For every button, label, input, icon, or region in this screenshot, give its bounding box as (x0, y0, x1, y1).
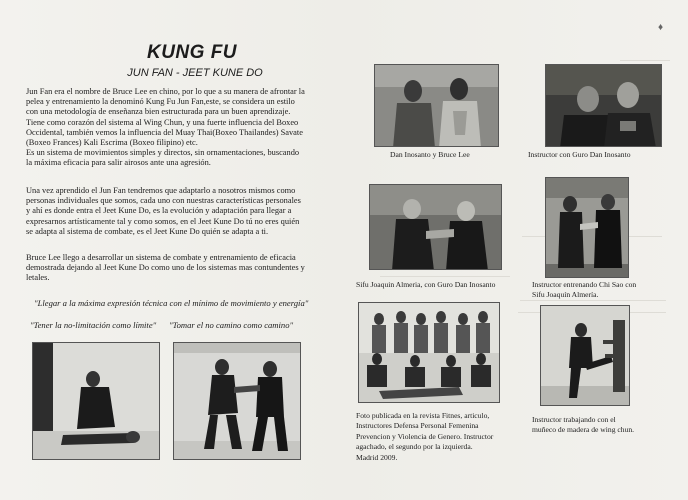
photo-sparring-image (174, 343, 301, 460)
photo-wooden-dummy-image (541, 306, 630, 406)
intro-line: Tiene como corazón del sistema al Wing Chun, y una fuerte influencia del Boxeo (26, 117, 299, 127)
adaptation-line: y ahí es donde entra el Jeet Kune Do, es la evolución y adaptación para llegar a (26, 206, 292, 216)
photo-ground-technique (32, 342, 160, 460)
caption-wooden-dummy (532, 415, 634, 436)
adaptation-line: expresarnos artísticamente tal y como somos, en el Jeet Kune Do tú no eres quién (26, 216, 300, 226)
bruce-line: demostrada dejando al Jeet Kune Do como uno de los sistemas mas contundentes y (26, 263, 305, 273)
photo-ground-technique-image (33, 343, 160, 460)
photo-fitnes-group (358, 302, 500, 403)
photo-inosanto-bruce-lee-image (375, 65, 499, 147)
caption-line: Madrid 2009. (356, 452, 398, 462)
intro-line: la máxima eficacia para salir airosos ante una agresión. (26, 158, 211, 168)
photo-fitnes-group-image (359, 303, 500, 403)
photo-sparring (173, 342, 301, 460)
bleed-line (620, 60, 670, 61)
caption-sifu-guro (356, 280, 495, 290)
photo-chi-sao-image (546, 178, 629, 278)
intro-line: Es un sistema de movimientos simples y directos, sin ornamentaciones, buscando (26, 148, 300, 158)
photo-sifu-guro-image (370, 185, 502, 270)
caption-line: agachado, el segundo por la izquierda. (356, 442, 473, 452)
caption-line: Instructor trabajando con el (532, 415, 616, 424)
caption-line: Dan Inosanto y Bruce Lee (390, 150, 470, 159)
photo-chi-sao (545, 177, 629, 278)
adaptation-line: Una vez aprendido el Jun Fan tendremos que adaptarlo a nosotros mismos como (26, 186, 296, 195)
caption-line: Instructor entrenando Chi Sao con (532, 280, 637, 289)
quote-no-limitacion: "Tener la no-limitación como límite" (30, 320, 157, 330)
caption-line: muñeco de madera de wing chun. (532, 425, 635, 435)
caption-line: Foto publicada en la revista Fitnes, articulo, (356, 411, 490, 420)
caption-line: Instructor con Guro Dan Inosanto (528, 150, 631, 159)
page-subtitle: JUN FAN - JEET KUNE DO (127, 67, 263, 79)
caption-instructor-guro (528, 150, 631, 160)
intro-line: (Boxeo Frances) Kali Escrima (Boxeo filipino) etc. (26, 138, 198, 148)
caption-line: Sifu Joaquin Almeria, con Guro Dan Inosanto (356, 280, 496, 289)
adaptation-line: personas individuales que somos, cada uno con nuestras características personales (26, 196, 301, 206)
caption-chi-sao (532, 280, 636, 301)
intro-paragraph (26, 87, 346, 169)
photo-instructor-guro-image (546, 65, 662, 147)
bruce-line: Bruce Lee llego a desarrollar un sistema de combate y entrenamiento de eficacia (26, 253, 296, 262)
quote-maxima: "Llegar a la máxima expresión técnica con el mínimo de movimiento y energía" (34, 298, 309, 308)
adaptation-line: se adapta al sistema de combate, es el Jeet Kune Do quién se adapta a ti. (26, 226, 269, 236)
bruce-line: letales. (26, 273, 50, 283)
quote-no-camino: "Tomar el no camino como camino" (169, 320, 294, 330)
corner-mark-icon: ♦ (658, 22, 664, 33)
photo-sifu-guro (369, 184, 502, 270)
bleed-line (380, 276, 510, 277)
intro-line: con una metodología de enseñanza bien estructurada para un buen aprendizaje. (26, 107, 291, 117)
caption-line: Instructores Defensa Personal Femenina (356, 421, 479, 431)
intro-line: Jun Fan era el nombre de Bruce Lee en chino, por lo que a su manera de afrontar la (26, 87, 305, 96)
photo-instructor-guro (545, 64, 662, 147)
caption-fitnes-group (356, 411, 493, 463)
page-title: KUNG FU (146, 42, 238, 63)
intro-line: pelea y entrenamiento la denominó Kung Fu Jun Fan,este, se considera un estilo (26, 97, 295, 107)
caption-line: Prevencion y Violencia de Genero. Instructor (356, 431, 494, 441)
photo-wooden-dummy (540, 305, 630, 406)
intro-line: Occidental, también vemos la influencia del Muay Thai(Boxeo Thailandes) Savate (26, 127, 303, 137)
caption-line: Sifu Joaquín Almería. (532, 290, 599, 300)
photo-inosanto-bruce-lee (374, 64, 499, 147)
caption-inosanto-bruce-lee (390, 150, 470, 160)
adaptation-paragraph (26, 186, 346, 237)
bruce-paragraph (26, 253, 346, 284)
